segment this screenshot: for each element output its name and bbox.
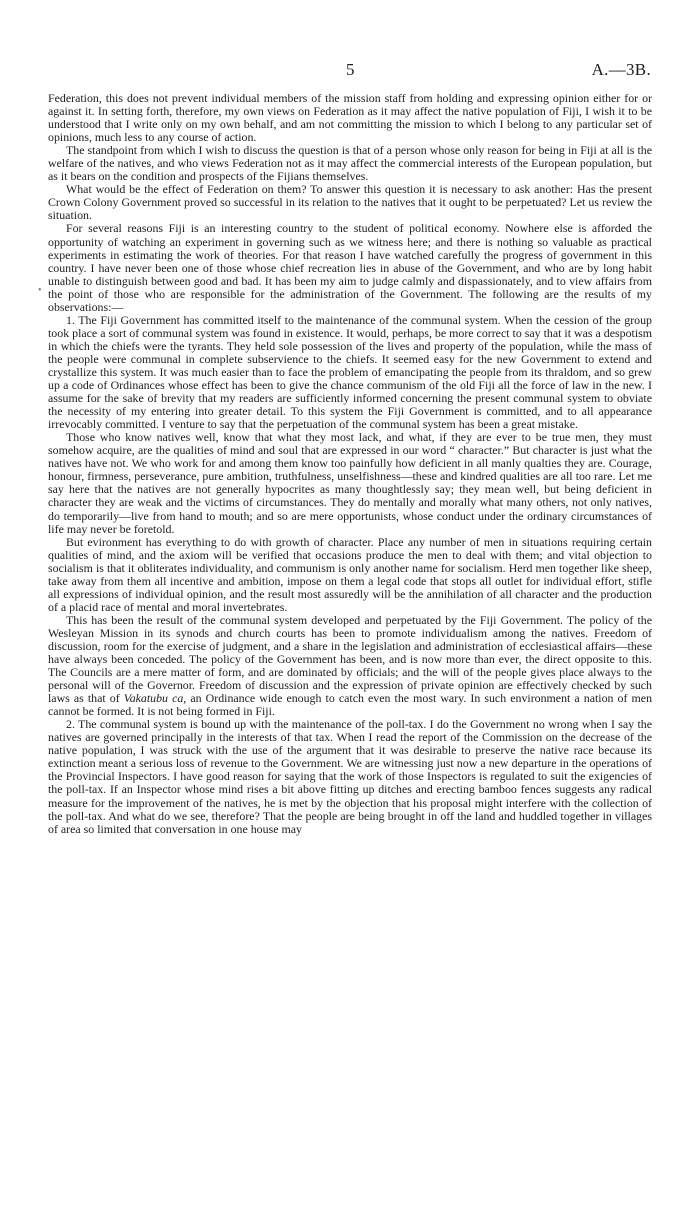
paragraph-wesleyan-mission-text: This has been the result of the communal system developed and perpetuated by the Fiji Government. The policy of the Wesleyan Mission in its synods and church courts has been to promote individualism among the natives. Freedom of discussion, room for the exercise of judgment, and a share in the legislation and administration of ecclesiastical affairs—these have always been conceded. The policy of the Government has been, and is now more than ever, the direct opposite to this. The Councils are a mere matter of form, and are dominated by officials; and the will of the people gives place always to the personal will of the Governor. Freedom of discussion and the expression of private opinion are effectively checked by such laws as that of	[48, 612, 652, 706]
paragraph-wesleyan-mission	[48, 614, 652, 718]
margin-mark: •	[38, 285, 42, 296]
paragraph-standpoint: The standpoint from which I wish to discuss the question is that of a person whose only reason for being in Fiji at all is the welfare of the natives, and who views Federation not as it may affect the commercial interests of the European population, but as it bears on the condition and prospects of the Fijians themselves.	[48, 143, 652, 184]
paragraph-environment: But evironment has everything to do with growth of character. Place any number of men in situations requiring certain qualities of mind, and the axiom will be verified that occasions produce the men to deal with them; and vital objection to socialism is that it obliterates individuality, and communism is only another name for socialism. Herd men together like sheep, take away from them all incentive and ambition, impose on them a legal code that stops all outlet for individual effort, stifle all expressions of individual opinion, and the result most assuredly will be the annihilation of all character and the production of a placid race of mental and moral invertebrates.	[48, 534, 652, 614]
paragraph-character: Those who know natives well, know that what they most lack, and what, if they are ever to be true men, they must somehow acquire, are the qualities of mind and soul that are expressed in our word “ character.” But character is just what the natives have not. We who work for and among them know too painfully how deficient in all manly qualties they are. Courage, honour, firmness, perseverance, pure ambition, truthfulness, unselfishness—these and kindred qualities are all too rare. Let me say here that the natives are not generally hypocrites as many thoughtlessly say; they mean well, but being deficient in character they are weak and the victims of circumstances. They do mentally and morally what many others, not only natives, do temporarily—live from hand to mouth; and so are mere opportunists, whose conduct under the ordinary circumstances of life may never be foretold.	[48, 430, 652, 536]
paragraph-communal-system: 1. The Fiji Government has committed itself to the maintenance of the communal system. When the cession of the group took place a sort of communal system was found in existence. It would, perhaps, be more correct to say that it was a despotism in which the chiefs were the tyrants. They held sole possession of the lives and property of the population, while the mass of the people were communal in complete subservience to the chiefs. It seemed easy for the new Government to extend and crystallize this system. It was much easier than to face the problem of emancipating the people from its thraldom, and so grew up a code of Ordinances whose effect has been to give the chance communism of the old Fiji all the force of law in the new. I assume for the sake of brevity that my readers are sufficiently informed concerning the present communal system to obviate the necessity of my entering into greater detail. To this system the Fiji Government is committed, and to all appearance irrevocably committed. I venture to say that the perpetuation of the communal system has been a great mistake.	[48, 312, 652, 432]
paragraph-continuation: Federation, this does not prevent individual members of the mission staff from holding and expressing opinion either for or against it. In setting forth, therefore, my own views on Federation as it may affect the native population of Fiji, I wish it to be understood that I write only on my own behalf, and am not committing the mission to which I belong to any particular set of opinions, much less to any course of action.	[48, 91, 652, 145]
vakatubu-ca-term: Vakatubu ca,	[123, 691, 187, 706]
page-number: 5	[346, 60, 355, 79]
paragraph-wesleyan-mission-text-end: an Ordinance wide enough to catch even the most wary. In such environment a nation of men cannot be formed. It is not being formed in Fiji.	[48, 691, 653, 719]
paragraph-poll-tax: 2. The communal system is bound up with the maintenance of the poll-tax. I do the Government no wrong when I say the natives are governed principally in the interests of that tax. When I read the report of the Commission on the decrease of the native population, I was struck with the use of the argument that it was desirable to preserve the native race because its extinction meant a serious loss of revenue to the Government. We are witnessing just now a new departure in the operations of the Provincial Inspectors. I have good reason for saying that the work of those Inspectors is regulated to suit the exigencies of the poll-tax. If an Inspector whose mind rises a bit above fitting up ditches and erecting bamboo fences suggests any radical measure for the improvement of the natives, he is met by the objection that his proposal might interfere with the collection of the poll-tax. And what do we see, therefore? That the people are being brought in off the land and huddled together in villages of area so limited that conversation in one house may	[48, 717, 652, 836]
paper-reference: A.—3B.	[591, 60, 651, 79]
paragraph-political-economy: For several reasons Fiji is an interesting country to the student of political economy. Nowhere else is afforded the opportunity of watching an experiment in governing such as we witness here; and there is nothing so valuable as practical experiments in estimating the work of theories. For that reason I have watched carefully the progress of government in this country. I have never been one of those whose chief recreation lies in abuse of the Government, and who are by long habit unable to distinguish between good and bad. It has been my aim to judge calmly and dispassionately, and to view affairs from the point of those who are responsible for the administration of the Government. The following are the results of my observations:—	[48, 221, 652, 314]
paragraph-effect-of-federation: What would be the effect of Federation on them? To answer this question it is necessary to ask another: Has the present Crown Colony Government proved so successful in its relation to the natives that it ought to be perpetuated? Let us review the situation.	[48, 182, 652, 223]
body-text	[48, 92, 652, 836]
